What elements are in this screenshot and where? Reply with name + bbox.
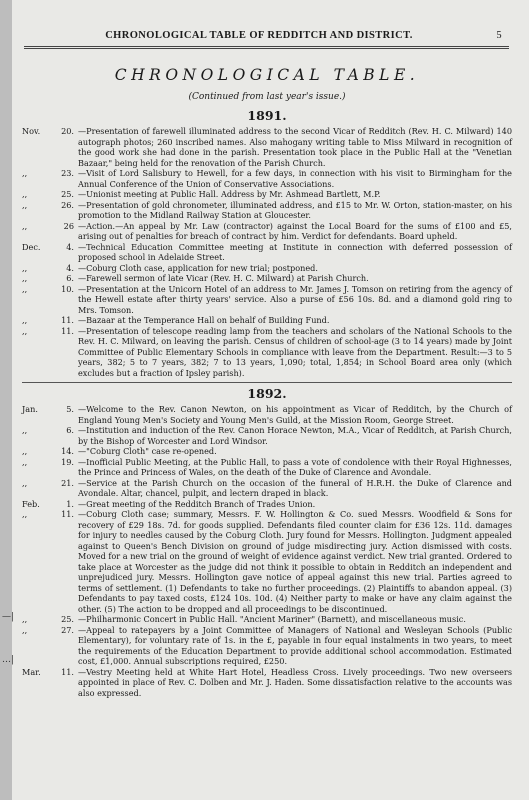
entry-day: 20.	[61, 126, 74, 136]
entry-month: Jan.	[22, 404, 38, 414]
chronology-entry	[22, 221, 512, 242]
chronology-entry	[22, 478, 512, 499]
entry-month: ,,	[22, 283, 28, 294]
entry-day: 1.	[66, 498, 74, 509]
entry-text: —Action.—An appeal by Mr. Law (contractor) against the Local Board for the sums of £100 and £5, arising out of penalties for breach of contract by him. Verdict for defendants. Board upheld.	[78, 220, 512, 241]
entry-text: —Vestry Meeting held at White Hart Hotel, Headless Cross. Lively proceedings. Two new overseers appointed in place of Rev. C. Dolben and Mr. J. Haden. Some dissatisfaction relative to the accounts was also expressed.	[78, 666, 512, 698]
binding-gutter	[0, 0, 15, 800]
entry-day: 25.	[61, 614, 74, 624]
entry-text: —Presentation of telescope reading lamp from the teachers and scholars of the National Schools to the Rev. H. C. Milward, on leaving the parish. Census of children of school-age (3 to 14 years) made by Joint Committee of Public Elementary Schools in compliance with leave from the Department. Result:—3 to 5 years, 382; 5 to 7 years, 382; 7 to 13 years, 1,090; total, 1,854; in School Board area only (which excludes but a fraction of Ipsley parish).	[78, 325, 512, 378]
entry-month: ,,	[22, 189, 28, 199]
running-header	[24, 30, 502, 41]
entry-day: 5.	[66, 404, 74, 414]
entry-day: 10.	[61, 283, 74, 294]
entry-month: ,,	[22, 273, 28, 283]
chronology-entry	[22, 200, 512, 221]
table-title: CHRONOLOGICAL TABLE.	[114, 66, 420, 84]
chronology-entry	[22, 667, 512, 699]
gutter-mark: …|	[2, 655, 15, 665]
gutter-mark: —|	[2, 612, 15, 622]
entry-month: Feb.	[22, 498, 40, 509]
year-heading: 1891.	[247, 108, 287, 123]
chronology-entry	[22, 189, 512, 200]
entry-text: —"Coburg Cloth" case re-opened.	[78, 446, 217, 456]
entry-text: —Farewell sermon of late Vicar (Rev. H. C. Milward) at Parish Church.	[78, 273, 369, 283]
entry-day: 4.	[66, 241, 74, 252]
chronology-entry	[22, 404, 512, 425]
chronology-entry	[22, 242, 512, 263]
entry-day: 11.	[61, 666, 74, 677]
chronology-entry	[22, 499, 512, 510]
entry-day: 6.	[66, 425, 74, 435]
entry-month: ,,	[22, 325, 28, 336]
entry-month: ,,	[22, 425, 28, 435]
chronology-entry	[22, 326, 512, 379]
entry-month: ,,	[22, 624, 28, 635]
entry-text: —Service at the Parish Church on the occasion of the funeral of H.R.H. the Duke of Clarence and Avondale. Altar, chancel, pulpit, and lectern draped in black.	[78, 477, 512, 498]
chronology-entry	[22, 284, 512, 316]
header-rule	[24, 46, 509, 49]
entry-month: ,,	[22, 220, 28, 231]
entry-text: —Appeal to ratepayers by a Joint Committee of Managers of National and Wesleyan Schools (Public Elementary), for voluntary rate of 1s. in the £, payable in four equal instalments in two years, to meet the requirements of the Education Department to provide additional school accommodation. Estimated cost, £1,000. Annual subscriptions required, £250.	[78, 624, 512, 666]
chronology-entry	[22, 263, 512, 274]
entry-month: ,,	[22, 262, 28, 273]
entry-text: —Unionist meeting at Public Hall. Address by Mr. Ashmead Bartlett, M.P.	[78, 189, 381, 199]
entry-text: —Coburg Cloth case, application for new trial; postponed.	[78, 262, 318, 273]
page-number: 5	[496, 30, 502, 41]
entry-month: Mar.	[22, 666, 41, 677]
entry-month: ,,	[22, 477, 28, 488]
entry-month: ,,	[22, 315, 28, 325]
entry-day: 26.	[61, 199, 74, 210]
chronology-entry	[22, 425, 512, 446]
entry-day: 23.	[61, 168, 74, 178]
chronology-entry	[22, 457, 512, 478]
table-subtitle: (Continued from last year's issue.)	[188, 92, 346, 102]
entry-text: —Presentation of farewell illuminated address to the second Vicar of Redditch (Rev. H. C. Milward) 140 autograph photos; 260 inscribed names. Also mahogany writing table to Miss Milward in recognition of the good work she had done in the parish. Presentation took place in the Public Hall at the "Venetian Bazaar," being held for the renovation of the Parish Church.	[78, 126, 512, 168]
year-heading: 1892.	[247, 386, 287, 401]
entry-text: —Great meeting of the Redditch Branch of Trades Union.	[78, 498, 316, 509]
entry-day: 6.	[66, 273, 74, 283]
entry-day: 11.	[61, 315, 74, 325]
entry-month: ,,	[22, 614, 28, 624]
entry-text: —Presentation at the Unicorn Hotel of an address to Mr. James J. Tomson on retiring from the agency of the Hewell estate after thirty years' service. Also a purse of £56 10s. 8d. and a diamond gold ring to Mrs. Tomson.	[78, 283, 512, 315]
entry-month: Nov.	[22, 126, 41, 136]
chronology-entry	[22, 126, 512, 168]
entry-month: ,,	[22, 446, 28, 456]
running-title: CHRONOLOGICAL TABLE OF REDDITCH AND DISTRICT.	[105, 30, 413, 41]
entry-day: 27.	[61, 624, 74, 635]
entry-text: —Visit of Lord Salisbury to Hewell, for a few days, in connection with his visit to Birmingham for the Annual Conference of the Union of Conservative Associations.	[78, 168, 512, 189]
entry-text: —Presentation of gold chronometer, illuminated address, and £15 to Mr. W. Orton, station-master, on his promotion to the Midland Railway Station at Gloucester.	[78, 199, 512, 220]
entry-day: 25.	[61, 189, 74, 199]
chronological-table	[22, 66, 512, 698]
entry-text: —Bazaar at the Temperance Hall on behalf of Building Fund.	[78, 315, 330, 325]
entry-text: —Inofficial Public Meeting, at the Public Hall, to pass a vote of condolence with their Royal Highnesses, the Prince and Princess of Wales, on the death of the Duke of Clarence and Avondale.	[78, 456, 512, 477]
chronology-entry	[22, 509, 512, 614]
chronology-entry	[22, 625, 512, 667]
entry-day: 19.	[61, 456, 74, 467]
entry-day: 26	[63, 220, 74, 231]
entry-day: 21.	[61, 477, 74, 488]
chronology-entry	[22, 168, 512, 189]
entry-day: 14.	[61, 446, 74, 456]
entry-text: —Welcome to the Rev. Canon Newton, on his appointment as Vicar of Redditch, by the Church of England Young Men's Society and Young Men's Guild, at the Mission Room, George Street.	[78, 404, 512, 425]
entry-text: —Institution and induction of the Rev. Canon Horace Newton, M.A., Vicar of Redditch, at Parish Church, by the Bishop of Worcester and Lord Windsor.	[78, 425, 512, 446]
chronology-entry	[22, 446, 512, 457]
entry-month: ,,	[22, 456, 28, 467]
entry-day: 11.	[61, 509, 74, 519]
entry-month: Dec.	[22, 241, 41, 252]
chronology-entry	[22, 614, 512, 625]
entry-text: —Philharmonic Concert in Public Hall. "Ancient Mariner" (Barnett), and miscellaneous music.	[78, 614, 466, 624]
year-divider	[22, 382, 512, 383]
year-sections	[22, 108, 512, 698]
entry-month: ,,	[22, 509, 28, 519]
entry-month: ,,	[22, 168, 28, 178]
entry-text: —Coburg Cloth case; summary, Messrs. F. W. Hollington & Co. sued Messrs. Woodfield & Sons for recovery of £29 18s. 7d. for goods supplied. Defendants filed counter claim for £36 12s. 11d. damages for injury to needles caused by the Coburg Cloth. Jury found for Messrs. Hollington. Judgment appealed against to Queen's Bench Division on ground of judge misdirecting jury. Action dismissed with costs. Moved for a new trial on the ground of weight of evidence against verdict. New trial granted. Ordered to take place at Worcester as the judge did not think it possible to obtain in Redditch an independent and unprejudiced jury. Messrs. Hollington gave notice of appeal against this new trial. Parties agreed to terms of settlement. (1) Defendants to take no further proceedings. (2) Plaintiffs to abandon appeal. (3) Defendants to pay taxed costs, £124 10s. 10d. (4) Neither party to make or have any claim against the other. (5) The action to be dropped and all proceedings to be discontinued.	[78, 509, 512, 614]
chronology-entry	[22, 315, 512, 326]
chronology-entry	[22, 273, 512, 284]
entry-month: ,,	[22, 199, 28, 210]
entry-text: —Technical Education Committee meeting at Institute in connection with deferred possession of proposed school in Adelaide Street.	[78, 241, 512, 262]
entry-day: 11.	[61, 325, 74, 336]
entry-day: 4.	[66, 262, 74, 273]
